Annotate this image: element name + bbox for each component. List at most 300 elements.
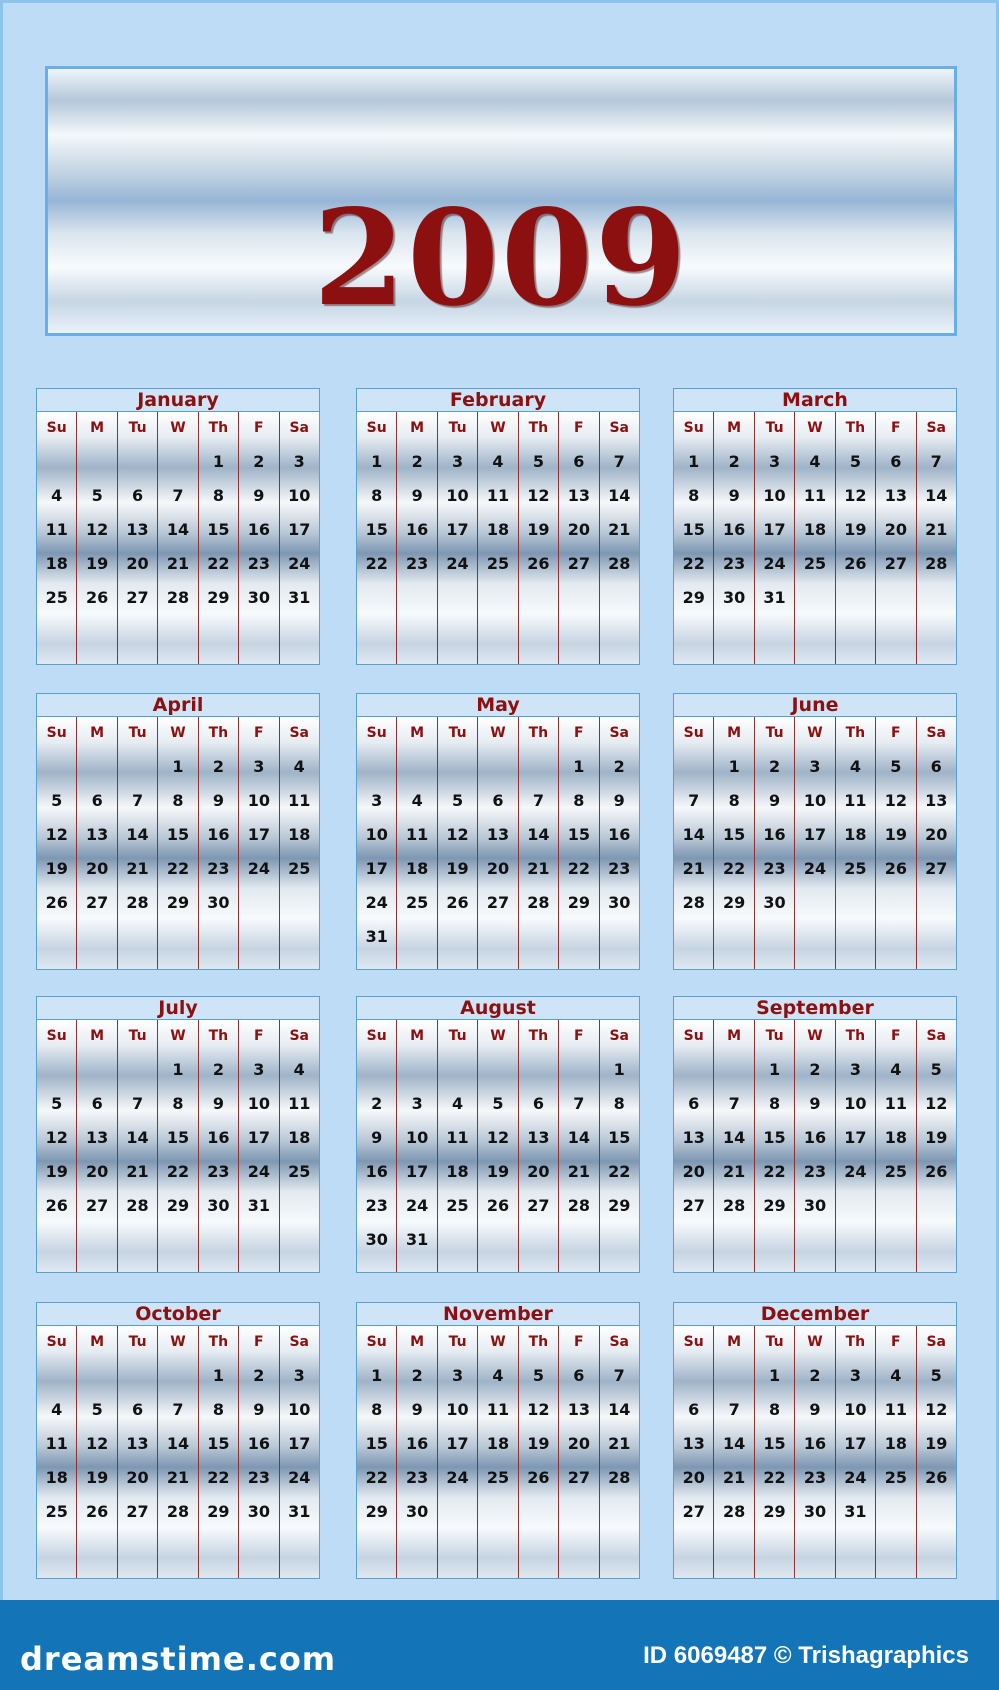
day-cell: 16: [247, 1434, 270, 1453]
day-cell: 7: [573, 1094, 585, 1113]
weekday-column: [917, 717, 956, 969]
day-cell: 25: [406, 893, 429, 912]
day-cell: 20: [567, 520, 590, 539]
day-cell: 10: [406, 1128, 429, 1147]
weekday-label: W: [490, 1334, 506, 1350]
day-cell: 12: [925, 1400, 948, 1419]
day-cell: 12: [45, 825, 68, 844]
day-cell: 15: [207, 1434, 230, 1453]
day-cell: 3: [768, 452, 781, 471]
weekday-column: [118, 412, 158, 664]
day-cell: 7: [728, 1094, 740, 1113]
weekday-column: [795, 1020, 835, 1272]
day-cell: 30: [247, 1502, 270, 1521]
day-cell: 14: [723, 1128, 746, 1147]
weekday-label: W: [490, 725, 506, 741]
day-cell: 25: [288, 1162, 311, 1181]
day-cell: 31: [288, 1502, 311, 1521]
day-cell: 28: [527, 893, 550, 912]
day-cell: 2: [253, 452, 265, 471]
day-cell: 3: [809, 757, 821, 776]
weekday-columns: [674, 716, 956, 969]
day-cell: 11: [486, 486, 510, 505]
weekday-column: [438, 1326, 478, 1578]
day-cell: 13: [682, 1434, 705, 1453]
day-cell: 28: [126, 1196, 149, 1215]
weekday-label: Th: [845, 1028, 866, 1044]
day-cell: 18: [803, 520, 827, 539]
weekday-column: [239, 717, 279, 969]
day-cell: 5: [51, 1094, 63, 1113]
day-cell: 23: [406, 554, 429, 573]
weekday-label: Sa: [609, 1334, 629, 1350]
weekday-label: W: [490, 1028, 506, 1044]
day-cell: 4: [492, 452, 504, 471]
weekday-columns: [674, 1325, 956, 1578]
weekday-label: F: [574, 725, 584, 741]
day-cell: 17: [803, 825, 827, 844]
day-cell: 11: [288, 791, 311, 810]
day-cell: 6: [688, 1400, 700, 1419]
weekday-columns: [37, 411, 319, 664]
day-cell: 14: [682, 825, 705, 844]
day-cell: 6: [573, 452, 585, 471]
month-name: November: [443, 1303, 553, 1325]
weekday-label: W: [807, 1028, 823, 1044]
day-cell: 7: [131, 791, 144, 810]
day-cell: 16: [207, 1128, 230, 1147]
day-cell: 21: [126, 859, 149, 878]
day-cell: 3: [371, 791, 383, 810]
day-cell: 23: [247, 1468, 270, 1487]
weekday-column: [37, 412, 77, 664]
day-cell: 13: [126, 520, 149, 539]
day-cell: 14: [608, 1400, 631, 1419]
day-cell: 12: [527, 1400, 550, 1419]
day-cell: 27: [567, 554, 590, 573]
day-cell: 11: [803, 486, 827, 505]
day-cell: 10: [446, 486, 469, 505]
weekday-column: [559, 1020, 599, 1272]
day-cell: 25: [45, 1502, 68, 1521]
day-cell: 15: [166, 825, 190, 844]
weekday-label: Su: [366, 420, 387, 436]
day-cell: 8: [613, 1094, 625, 1113]
day-cell: 15: [723, 825, 746, 844]
weekday-columns: [357, 1325, 639, 1578]
day-cell: 9: [768, 791, 781, 810]
day-cell: 18: [844, 825, 867, 844]
weekday-label: Su: [683, 1028, 704, 1044]
weekday-label: F: [254, 420, 264, 436]
weekday-label: Tu: [448, 1028, 467, 1044]
day-cell: 22: [166, 859, 190, 878]
day-cell: 10: [247, 791, 270, 810]
weekday-label: Tu: [765, 1028, 784, 1044]
weekday-label: Th: [528, 1334, 549, 1350]
day-cell: 2: [411, 1366, 423, 1385]
weekday-label: Tu: [128, 420, 147, 436]
day-cell: 12: [884, 791, 907, 810]
day-cell: 19: [86, 1468, 109, 1487]
weekday-label: F: [574, 1028, 584, 1044]
weekday-columns: [674, 411, 956, 664]
day-cell: 1: [212, 452, 224, 471]
day-cell: 11: [486, 1400, 510, 1419]
day-cell: 14: [166, 1434, 190, 1453]
day-cell: 29: [207, 588, 230, 607]
weekday-label: F: [254, 725, 264, 741]
weekday-label: M: [90, 420, 105, 436]
weekday-label: F: [891, 1028, 901, 1044]
day-cell: 26: [446, 893, 469, 912]
day-cell: 9: [212, 791, 224, 810]
day-cell: 9: [411, 1400, 423, 1419]
weekday-column: [158, 717, 198, 969]
day-cell: 21: [925, 520, 948, 539]
day-cell: 7: [172, 486, 184, 505]
day-cell: 9: [371, 1128, 383, 1147]
day-cell: 17: [844, 1128, 867, 1147]
day-cell: 24: [446, 1468, 469, 1487]
day-cell: 13: [86, 1128, 109, 1147]
weekday-column: [714, 412, 754, 664]
weekday-column: [876, 412, 916, 664]
day-cell: 20: [126, 1468, 149, 1487]
day-cell: 24: [406, 1196, 429, 1215]
day-cell: 27: [682, 1196, 705, 1215]
weekday-column: [77, 1020, 117, 1272]
day-cell: 30: [608, 893, 631, 912]
weekday-column: [37, 1020, 77, 1272]
weekday-label: Th: [208, 1028, 229, 1044]
weekday-column: [357, 412, 397, 664]
weekday-column: [600, 1020, 639, 1272]
weekday-column: [876, 1020, 916, 1272]
weekday-label: W: [170, 420, 186, 436]
day-cell: 3: [451, 1366, 464, 1385]
weekday-column: [559, 1326, 599, 1578]
day-cell: 12: [86, 520, 109, 539]
weekday-column: [280, 1326, 319, 1578]
day-cell: 20: [884, 520, 907, 539]
month-february: [356, 388, 640, 665]
weekday-label: Tu: [128, 1028, 147, 1044]
weekday-label: Th: [208, 1334, 229, 1350]
day-cell: 25: [884, 1468, 907, 1487]
day-cell: 10: [803, 791, 827, 810]
weekday-column: [836, 717, 876, 969]
day-cell: 29: [166, 893, 190, 912]
weekday-column: [600, 412, 639, 664]
day-cell: 21: [608, 520, 631, 539]
weekday-column: [280, 412, 319, 664]
weekday-label: Sa: [289, 420, 309, 436]
day-cell: 12: [486, 1128, 510, 1147]
day-cell: 15: [166, 1128, 190, 1147]
weekday-column: [397, 1020, 437, 1272]
weekday-column: [519, 1326, 559, 1578]
weekday-column: [917, 1326, 956, 1578]
day-cell: 18: [884, 1128, 907, 1147]
weekday-column: [478, 1326, 518, 1578]
day-cell: 20: [126, 554, 149, 573]
day-cell: 13: [682, 1128, 705, 1147]
weekday-label: Tu: [448, 725, 467, 741]
day-cell: 20: [682, 1162, 705, 1181]
day-cell: 24: [446, 554, 469, 573]
day-cell: 16: [247, 520, 270, 539]
month-name: May: [476, 694, 520, 716]
month-may: [356, 693, 640, 970]
weekday-label: Tu: [765, 1334, 784, 1350]
day-cell: 26: [45, 1196, 68, 1215]
weekday-column: [917, 1020, 956, 1272]
day-cell: 15: [365, 1434, 388, 1453]
day-cell: 7: [532, 791, 544, 810]
weekday-label: Su: [366, 1028, 387, 1044]
day-cell: 6: [131, 486, 144, 505]
day-cell: 1: [768, 1060, 781, 1079]
day-cell: 28: [166, 588, 190, 607]
weekday-column: [239, 1020, 279, 1272]
weekday-label: Th: [528, 420, 549, 436]
weekday-label: Sa: [289, 725, 309, 741]
weekday-column: [795, 717, 835, 969]
weekday-label: Su: [46, 420, 67, 436]
day-cell: 22: [723, 859, 746, 878]
day-cell: 22: [763, 1162, 786, 1181]
day-cell: 3: [253, 1060, 265, 1079]
day-cell: 30: [365, 1230, 388, 1249]
brand-watermark: dreamstime.com: [20, 1640, 337, 1678]
day-cell: 8: [728, 791, 740, 810]
weekday-column: [199, 1326, 239, 1578]
weekday-columns: [37, 1019, 319, 1272]
day-cell: 4: [492, 1366, 504, 1385]
weekday-label: W: [170, 1334, 186, 1350]
day-cell: 14: [126, 1128, 149, 1147]
weekday-column: [714, 1326, 754, 1578]
weekday-label: F: [891, 1334, 901, 1350]
weekday-label: M: [90, 1334, 105, 1350]
weekday-label: Sa: [926, 1028, 946, 1044]
day-cell: 5: [532, 1366, 544, 1385]
weekday-label: Su: [683, 725, 704, 741]
day-cell: 28: [166, 1502, 190, 1521]
day-cell: 29: [723, 893, 746, 912]
day-cell: 23: [207, 859, 230, 878]
weekday-columns: [357, 716, 639, 969]
day-cell: 16: [406, 1434, 429, 1453]
weekday-column: [478, 412, 518, 664]
day-cell: 28: [723, 1196, 746, 1215]
day-cell: 12: [925, 1094, 948, 1113]
month-name: January: [137, 389, 219, 411]
weekday-label: M: [90, 725, 105, 741]
day-cell: 16: [608, 825, 631, 844]
weekday-column: [755, 412, 795, 664]
day-cell: 24: [844, 1162, 867, 1181]
weekday-column: [158, 412, 198, 664]
day-cell: 10: [844, 1094, 867, 1113]
day-cell: 4: [293, 1060, 305, 1079]
day-cell: 3: [411, 1094, 423, 1113]
weekday-label: M: [727, 1334, 742, 1350]
weekday-label: M: [90, 1028, 105, 1044]
day-cell: 26: [486, 1196, 510, 1215]
month-april: [36, 693, 320, 970]
day-cell: 20: [682, 1468, 705, 1487]
day-cell: 26: [884, 859, 907, 878]
day-cell: 22: [365, 1468, 388, 1487]
weekday-column: [674, 1020, 714, 1272]
day-cell: 8: [371, 1400, 383, 1419]
weekday-label: Su: [46, 1334, 67, 1350]
day-cell: 24: [288, 554, 311, 573]
day-cell: 7: [131, 1094, 144, 1113]
weekday-label: M: [410, 420, 425, 436]
day-cell: 30: [723, 588, 746, 607]
title-banner: [45, 66, 957, 336]
month-name: March: [782, 389, 848, 411]
day-cell: 31: [763, 588, 786, 607]
day-cell: 8: [212, 1400, 224, 1419]
day-cell: 25: [803, 554, 827, 573]
day-cell: 2: [212, 1060, 224, 1079]
day-cell: 1: [688, 452, 700, 471]
day-cell: 24: [247, 859, 270, 878]
weekday-column: [755, 1020, 795, 1272]
day-cell: 24: [844, 1468, 867, 1487]
weekday-label: Th: [208, 420, 229, 436]
day-cell: 25: [486, 554, 510, 573]
weekday-label: Sa: [609, 725, 629, 741]
weekday-label: W: [170, 725, 186, 741]
day-cell: 7: [688, 791, 700, 810]
day-cell: 14: [126, 825, 149, 844]
day-cell: 19: [45, 859, 68, 878]
weekday-label: W: [807, 420, 823, 436]
weekday-label: Sa: [289, 1028, 309, 1044]
day-cell: 15: [608, 1128, 631, 1147]
day-cell: 16: [723, 520, 746, 539]
day-cell: 18: [45, 554, 68, 573]
day-cell: 30: [207, 1196, 230, 1215]
day-cell: 15: [763, 1434, 786, 1453]
day-cell: 17: [288, 1434, 311, 1453]
weekday-label: M: [727, 1028, 742, 1044]
weekday-column: [795, 412, 835, 664]
day-cell: 21: [608, 1434, 631, 1453]
day-cell: 13: [567, 486, 590, 505]
day-cell: 31: [406, 1230, 429, 1249]
day-cell: 4: [411, 791, 423, 810]
weekday-column: [280, 1020, 319, 1272]
day-cell: 26: [86, 1502, 109, 1521]
day-cell: 25: [884, 1162, 907, 1181]
day-cell: 1: [573, 757, 585, 776]
day-cell: 9: [809, 1094, 821, 1113]
weekday-label: Su: [366, 1334, 387, 1350]
weekday-column: [674, 412, 714, 664]
day-cell: 19: [527, 1434, 550, 1453]
day-cell: 10: [247, 1094, 270, 1113]
weekday-column: [118, 717, 158, 969]
day-cell: 2: [768, 757, 781, 776]
day-cell: 21: [682, 859, 705, 878]
day-cell: 19: [527, 520, 550, 539]
day-cell: 2: [253, 1366, 265, 1385]
day-cell: 9: [613, 791, 625, 810]
day-cell: 17: [247, 825, 270, 844]
weekday-label: Tu: [128, 1334, 147, 1350]
day-cell: 25: [486, 1468, 510, 1487]
day-cell: 25: [288, 859, 311, 878]
day-cell: 13: [86, 825, 109, 844]
day-cell: 3: [849, 1366, 861, 1385]
day-cell: 2: [809, 1366, 821, 1385]
day-cell: 19: [446, 859, 469, 878]
day-cell: 1: [172, 757, 184, 776]
day-cell: 14: [925, 486, 948, 505]
weekday-label: Sa: [926, 725, 946, 741]
month-november: [356, 1302, 640, 1579]
day-cell: 26: [925, 1468, 948, 1487]
day-cell: 8: [768, 1400, 781, 1419]
day-cell: 27: [527, 1196, 550, 1215]
month-december: [673, 1302, 957, 1579]
day-cell: 25: [844, 859, 867, 878]
day-cell: 18: [884, 1434, 907, 1453]
weekday-column: [280, 717, 319, 969]
day-cell: 11: [288, 1094, 311, 1113]
day-cell: 6: [890, 452, 902, 471]
month-name: October: [135, 1303, 221, 1325]
weekday-label: Th: [845, 420, 866, 436]
day-cell: 19: [925, 1128, 948, 1147]
weekday-label: M: [410, 725, 425, 741]
weekday-column: [755, 1326, 795, 1578]
day-cell: 15: [207, 520, 230, 539]
day-cell: 24: [247, 1162, 270, 1181]
weekday-label: F: [254, 1334, 264, 1350]
weekday-label: Sa: [926, 420, 946, 436]
day-cell: 21: [527, 859, 550, 878]
day-cell: 9: [253, 1400, 265, 1419]
weekday-label: W: [490, 420, 506, 436]
day-cell: 31: [288, 588, 311, 607]
weekday-label: Su: [46, 1028, 67, 1044]
day-cell: 5: [930, 1060, 942, 1079]
day-cell: 1: [768, 1366, 781, 1385]
day-cell: 29: [763, 1196, 786, 1215]
weekday-label: W: [807, 725, 823, 741]
day-cell: 8: [768, 1094, 781, 1113]
day-cell: 9: [809, 1400, 821, 1419]
day-cell: 27: [925, 859, 948, 878]
month-march: [673, 388, 957, 665]
day-cell: 27: [682, 1502, 705, 1521]
weekday-column: [397, 717, 437, 969]
day-cell: 31: [247, 1196, 270, 1215]
month-september: [673, 996, 957, 1273]
weekday-label: Tu: [765, 420, 784, 436]
weekday-label: Sa: [609, 420, 629, 436]
month-august: [356, 996, 640, 1273]
weekday-column: [836, 1326, 876, 1578]
day-cell: 17: [844, 1434, 867, 1453]
